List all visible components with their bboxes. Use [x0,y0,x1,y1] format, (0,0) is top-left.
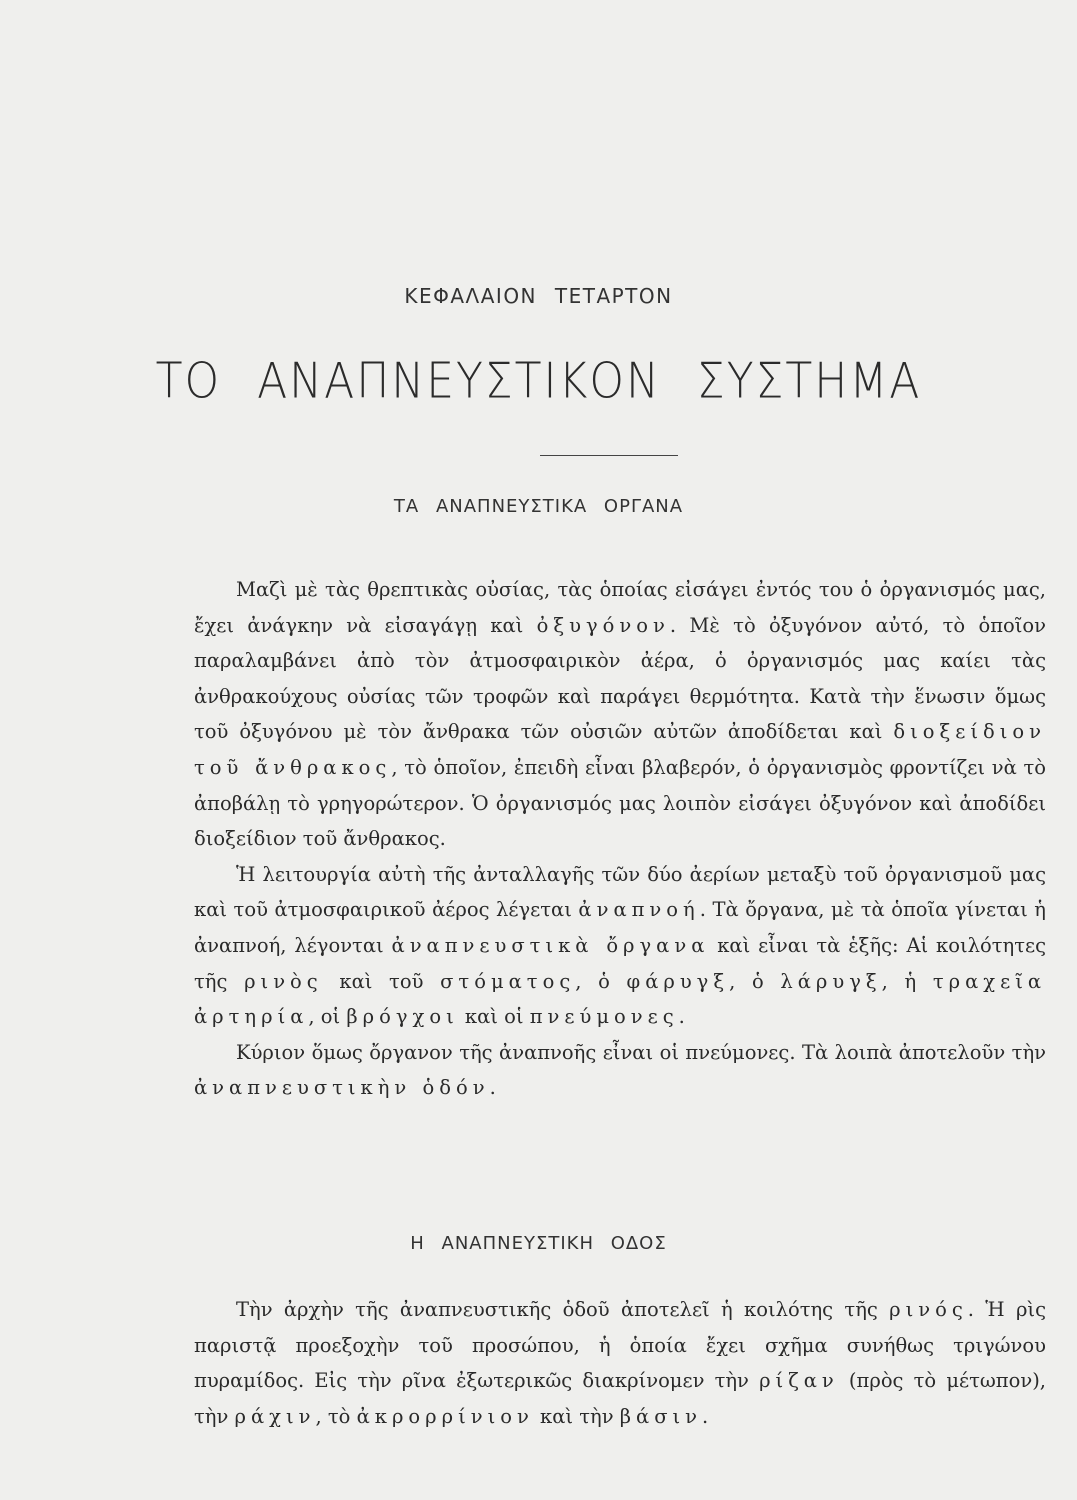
emphasis-term: ἀναπνευστικὴν ὁδόν [194,1076,490,1100]
section-heading-respiratory-organs: ΤΑ ΑΝΑΠΝΕΥΣΤΙΚΑ ΟΡΓΑΝΑ [393,496,684,517]
text-run: . Μὲ τὸ ὀξυγόνον αὐτό, τὸ ὁποῖον παραλαμβάνει ἀπὸ τὸν ἀτμοσφαιρικὸν ἀέρα, ὁ ὀργανισμός μας καίει τὰς ἀνθρακούχους οὐσίας τῶν τροφῶν καὶ παράγει θερμότητα. Κατὰ τὴν ἕνωσιν ὅμως τοῦ ὀξυγόνου μὲ τὸν ἄνθρακα τῶν οὐσιῶν αὐτῶν ἀποδίδεται καὶ [194,613,1046,744]
paragraph [194,1035,1046,1106]
emphasis-term: ρινός [889,1298,968,1321]
section-body-respiratory-tract [194,1292,1046,1434]
emphasis-term: ἀκρορρίνιον [356,1404,534,1428]
text-run: Ἡ λειτουργία αὐτὴ τῆς ἀνταλλαγῆς τῶν δύο ἀερίων μεταξὺ τοῦ ὀργανισμοῦ μας καὶ τοῦ ἀτμοσφαιρικοῦ ἀέρος λέγεται [194,862,1046,922]
emphasis-term: ὀξυγόνον [536,613,670,637]
section-heading-respiratory-tract: Η ΑΝΑΠΝΕΥΣΤΙΚΗ ΟΔΟΣ [410,1233,667,1254]
text-run: . Ἡ ρὶς παριστᾷ προεξοχὴν τοῦ προσώπου, ἡ ὁποία ἔχει σχῆμα συνήθως τριγώνου πυραμίδος. Εἰς τὴν ρῖνα ἐξωτερικῶς διακρίνομεν τὴν [194,1298,1046,1393]
text-run: Μαζὶ μὲ τὰς θρεπτικὰς οὐσίας, τὰς ὁποίας εἰσάγει ἐντός του ὁ ὀργανισμός μας, ἔχει ἀνάγκην νὰ εἰσαγάγῃ καὶ [194,578,1046,637]
text-run: . Τὰ ὄργανα, μὲ τὰ ὁποῖα γίνεται ἡ ἀναπνοή, λέγονται [194,898,1046,957]
emphasis-term: πνεύμονες [529,1005,679,1029]
text-run: , ὁ [729,969,781,993]
emphasis-term: βάσιν [619,1404,703,1428]
paragraph [194,1292,1046,1434]
text-run: , τὸ [315,1404,357,1428]
emphasis-term: βρόγχοι [346,1005,459,1029]
text-run: , οἱ [308,1005,347,1029]
text-run: Κύριον ὅμως ὄργανον τῆς ἀναπνοῆς εἶναι οἱ πνεύμονες. Τὰ λοιπὰ ἀποτελοῦν τὴν [236,1040,1046,1064]
emphasis-term: λάρυγξ [780,969,882,993]
chapter-title: ΤΟ ΑΝΑΠΝΕΥΣΤΙΚΟΝ ΣΥΣΤΗΜΑ [155,352,922,411]
emphasis-term: ράχιν [234,1404,316,1428]
text-run: καὶ εἶναι τὰ ἑξῆς: Αἱ κοιλότητες τῆς [194,933,1047,993]
text-run: . [489,1076,496,1100]
text-run: , ἡ [881,969,933,993]
paragraph [194,572,1046,857]
text-run: . [702,1404,709,1428]
text-run: , ὁ [575,969,627,993]
emphasis-term: διοξείδιον τοῦ ἄνθρακος [194,720,1046,779]
emphasis-term: ρίζαν [759,1369,839,1393]
text-run: (πρὸς τὸ μέτωπον), τὴν [194,1369,1046,1428]
title-divider [540,455,678,456]
text-run: καὶ τοῦ [322,969,441,993]
text-run: καὶ οἱ [458,1005,530,1029]
section-body-respiratory-organs [194,572,1046,1106]
text-run: Τὴν ἀρχὴν τῆς ἀναπνευστικῆς ὁδοῦ ἀποτελεῖ ἡ κοιλότης τῆς [236,1298,890,1321]
emphasis-term: φάρυγξ [626,969,730,993]
emphasis-term: στόματος [440,969,576,993]
text-run: . [678,1005,685,1029]
chapter-label: ΚΕΦΑΛΑΙΟΝ ΤΕΤΑΡΤΟΝ [404,284,673,308]
text-run: καὶ τὴν [533,1404,620,1428]
text-run: , τὸ ὁποῖον, ἐπειδὴ εἶναι βλαβερόν, ὁ ὀργανισμὸς φροντίζει νὰ τὸ ἀποβάλῃ τὸ γρηγορώτερον. Ὁ ὀργανισμός μας λοιπὸν εἰσάγει ὀξυγόνον καὶ ἀποδίδει διοξείδιον τοῦ ἄνθρακος. [194,755,1046,851]
emphasis-term: ἀναπνευστικὰ ὄργανα [391,933,710,957]
paragraph [194,857,1046,1035]
emphasis-term: ἀναπνοή [578,898,700,922]
emphasis-term: τραχεῖα ἀρτηρία [194,969,1047,1029]
emphasis-term: ρινὸς [244,969,323,993]
